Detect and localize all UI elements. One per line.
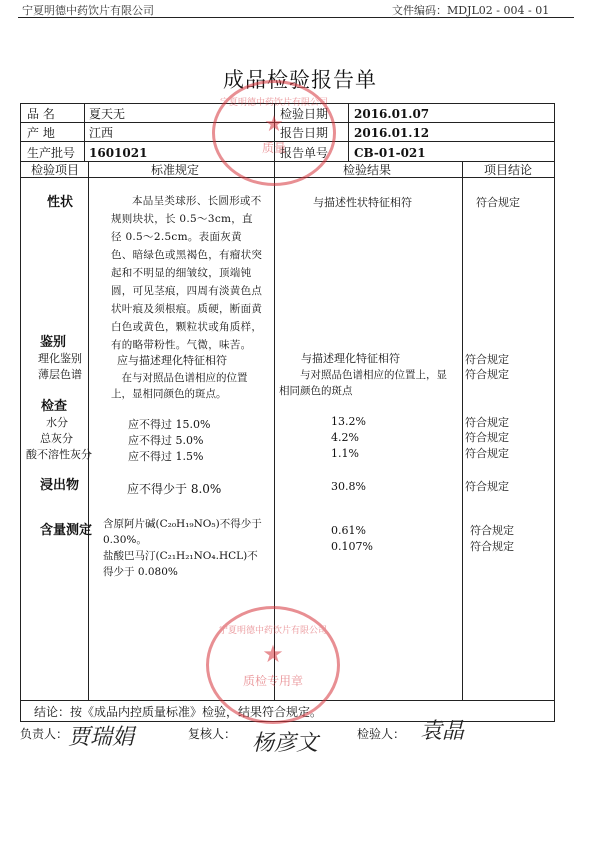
extract-conclusion: 符合规定: [465, 480, 509, 493]
batch-value: 1601021: [89, 146, 148, 160]
extract-label: 浸出物: [40, 478, 80, 493]
document-number: 文件编码：MDJL02 - 004 - 01: [392, 4, 550, 17]
col-header-conclusion: 项目结论: [484, 163, 533, 177]
identification-label: 鉴别: [40, 335, 67, 350]
report-date-value: 2016.01.12: [354, 126, 430, 140]
name-label: 品 名: [27, 107, 55, 121]
identification-std-tlc: 在与对照品色谱相应的位置上，显相同颜色的斑点。: [111, 372, 248, 400]
col-divider: [88, 161, 89, 700]
reviewer-signature: 杨彦文: [252, 731, 319, 756]
stamp-bottom-text: 宁夏明德中药饮片有限公司: [218, 626, 327, 636]
col-divider: [84, 104, 85, 161]
check-std-acid-ash: 应不得过 1.5%: [128, 450, 204, 463]
col-divider: [462, 161, 463, 700]
inspector-label: 检验人：: [357, 727, 406, 741]
check-res-moisture: 13.2%: [331, 415, 366, 428]
assay-std-protopine: 含原阿片碱(C₂₀H₁₉NO₅)不得少于 0.30%。: [103, 518, 262, 546]
assay-con-palmatine: 符合规定: [470, 540, 514, 553]
check-label: 检查: [41, 399, 68, 414]
col-header-standard: 标准规定: [151, 163, 200, 177]
name-value: 夏天无: [89, 107, 126, 121]
col-divider: [348, 104, 349, 161]
stamp-top-text: 宁夏明德中药饮片有限公司: [219, 98, 328, 108]
inspect-date-label: 检验日期: [280, 107, 329, 121]
reviewer-label: 复核人：: [188, 727, 237, 741]
identification-sub-tlc: 薄层色谱: [38, 368, 82, 381]
stamp-star-icon: ★: [264, 112, 284, 137]
assay-res-palmatine: 0.107%: [331, 540, 373, 553]
check-std-total-ash: 应不得过 5.0%: [128, 434, 204, 447]
check-res-acid-ash: 1.1%: [331, 447, 359, 460]
overall-conclusion: 结论：按《成品内控质量标准》检验，结果符合规定。: [34, 705, 323, 719]
assay-label: 含量测定: [40, 523, 93, 538]
traits-conclusion: 符合规定: [476, 196, 520, 209]
check-sub-moisture: 水分: [46, 416, 68, 429]
report-title: 成品检验报告单: [223, 68, 377, 92]
traits-standard: 本品呈类球形、长圆形或不规则块状，长 0.5～3cm，直径 0.5～2.5cm。表面灰黄色、暗绿色或黑褐色，有瘤状突起和不明显的细皱纹，顶端钝圆，可见茎痕，四周有淡黄色点状叶痕及须根痕。质硬，断面黄白色或黄色，颗粒状或角质样，有的略带粉性。气微，味苦。: [111, 195, 263, 351]
identification-con-tlc: 符合规定: [465, 368, 509, 381]
check-sub-total-ash: 总灰分: [40, 432, 73, 445]
quality-stamp-top: [212, 80, 336, 186]
col-header-item: 检验项目: [31, 163, 80, 177]
stamp-bottom-sub: 质检专用章: [242, 674, 303, 688]
check-con-total-ash: 符合规定: [465, 431, 509, 444]
col-header-result: 检验结果: [343, 163, 392, 177]
check-con-acid-ash: 符合规定: [465, 447, 509, 460]
check-res-total-ash: 4.2%: [331, 431, 359, 444]
report-no-value: CB-01-021: [354, 146, 426, 160]
inspector-signature: 袁晶: [420, 719, 465, 744]
stamp-top-sub: 质量: [261, 141, 286, 155]
extract-standard: 应不得少于 8.0%: [127, 482, 222, 496]
identification-con-physchem: 符合规定: [465, 353, 509, 366]
traits-result: 与描述性状特征相符: [313, 196, 412, 209]
traits-label: 性状: [47, 195, 74, 210]
stamp-star-icon: ★: [262, 640, 284, 668]
assay-res-protopine: 0.61%: [331, 524, 366, 537]
quality-stamp-bottom: [206, 606, 340, 724]
assay-con-protopine: 符合规定: [470, 524, 514, 537]
report-no-label: 报告单号: [280, 146, 329, 160]
responsible-label: 负责人：: [20, 727, 69, 741]
company-header: 宁夏明德中药饮片有限公司: [22, 4, 154, 17]
batch-label: 生产批号: [27, 146, 76, 160]
origin-value: 江西: [89, 126, 114, 140]
origin-label: 产 地: [27, 126, 55, 140]
check-std-moisture: 应不得过 15.0%: [128, 418, 211, 431]
identification-res-physchem: 与描述理化特征相符: [301, 352, 400, 365]
identification-sub-physchem: 理化鉴别: [38, 352, 82, 365]
extract-result: 30.8%: [331, 480, 366, 493]
responsible-signature: 贾瑞娟: [68, 725, 135, 750]
check-con-moisture: 符合规定: [465, 416, 509, 429]
check-sub-acid-ash: 酸不溶性灰分: [26, 448, 92, 461]
identification-std-physchem: 应与描述理化特征相符: [117, 354, 227, 367]
header-divider: [18, 17, 574, 18]
identification-res-tlc: 与对照品色谱相应的位置上，显相同颜色的斑点: [279, 369, 447, 397]
assay-std-palmatine: 盐酸巴马汀(C₂₁H₂₁NO₄.HCL)不得少于 0.080%: [103, 550, 258, 578]
inspect-date-value: 2016.01.07: [354, 107, 430, 121]
report-date-label: 报告日期: [280, 126, 329, 140]
